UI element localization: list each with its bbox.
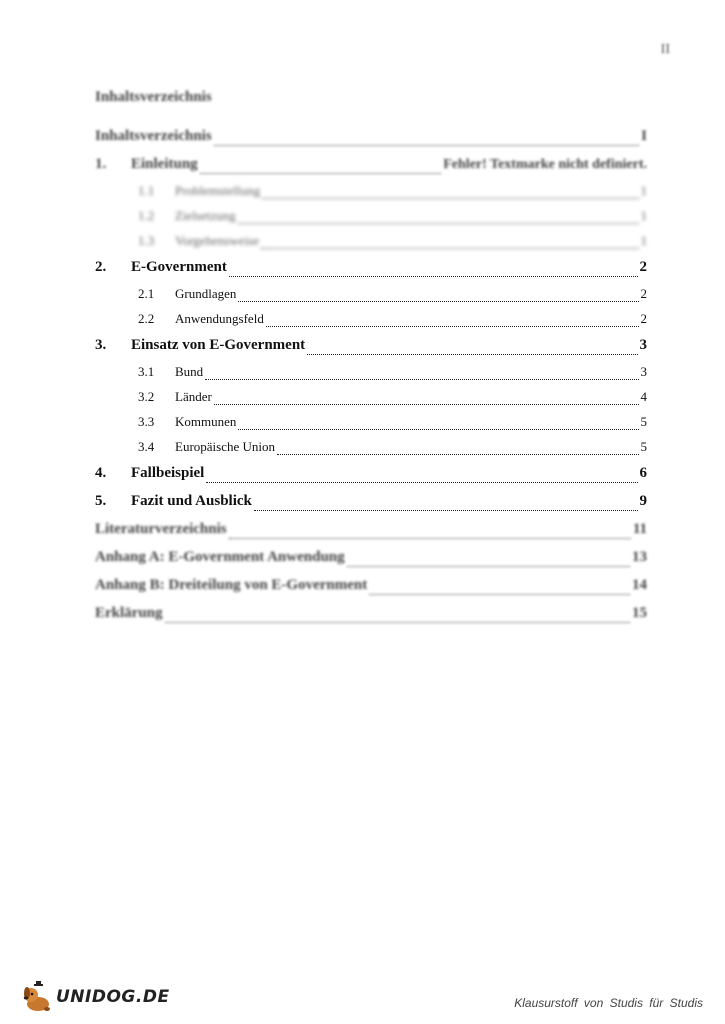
logo-text: UNIDOG.DE bbox=[56, 987, 170, 1007]
footer-tagline: Klausurstoff von Studis für Studis bbox=[514, 996, 703, 1010]
toc-entry-page: 2 bbox=[640, 286, 647, 301]
toc-entry-number: 1.2 bbox=[138, 208, 155, 223]
dot-leader bbox=[229, 538, 631, 539]
toc-entry-page: 11 bbox=[632, 521, 647, 537]
dot-leader bbox=[254, 510, 638, 511]
dot-leader bbox=[206, 482, 637, 483]
toc-entry-einleitung[interactable] bbox=[95, 150, 647, 178]
toc-entry-number: 2.2 bbox=[138, 311, 155, 326]
dot-leader bbox=[277, 454, 638, 455]
toc-entry-page: 13 bbox=[632, 549, 647, 565]
dot-leader bbox=[165, 622, 630, 623]
toc-entry-number: 3. bbox=[95, 337, 107, 353]
dot-leader bbox=[307, 354, 637, 355]
toc-entry-title: Anhang B: Dreiteilung von E-Government bbox=[95, 577, 368, 593]
toc-entry-title: Europäische Union bbox=[175, 439, 276, 454]
toc-entry-erklaerung[interactable] bbox=[95, 599, 647, 627]
toc-entry-anhang-b[interactable] bbox=[95, 571, 647, 599]
toc-entry-fazit[interactable] bbox=[95, 487, 647, 515]
toc-entry-number: 1.1 bbox=[138, 183, 155, 198]
toc-entry-page: 3 bbox=[639, 337, 647, 353]
toc-entry-eu[interactable] bbox=[95, 434, 647, 459]
dot-leader bbox=[369, 594, 630, 595]
toc-entry-kommunen[interactable] bbox=[95, 409, 647, 434]
toc-entry-number: 3.3 bbox=[138, 414, 155, 429]
toc-entry-page: 15 bbox=[632, 605, 647, 621]
toc-entry-page: 1 bbox=[640, 208, 647, 223]
toc-entry-einsatz[interactable] bbox=[95, 331, 647, 359]
dot-leader bbox=[214, 145, 639, 146]
toc-entry-title: Anhang A: E-Government Anwendung bbox=[95, 549, 345, 565]
toc-entry-number: 3.1 bbox=[138, 364, 155, 379]
toc-entry-page: 2 bbox=[640, 311, 647, 326]
toc-entry-number: 1. bbox=[95, 156, 107, 172]
table-of-contents bbox=[95, 86, 647, 627]
toc-entry-title: Zielsetzung bbox=[175, 208, 236, 223]
toc-entry-literaturverzeichnis[interactable] bbox=[95, 515, 647, 543]
dot-leader bbox=[347, 566, 630, 567]
toc-entry-title: Grundlagen bbox=[175, 286, 237, 301]
toc-entry-grundlagen[interactable] bbox=[95, 281, 647, 306]
dot-leader bbox=[262, 198, 638, 199]
toc-entry-title: Länder bbox=[175, 389, 212, 404]
toc-entry-page: 6 bbox=[639, 465, 647, 481]
dot-leader bbox=[238, 429, 638, 430]
toc-entry-title: Kommunen bbox=[175, 414, 237, 429]
toc-entry-title: Vorgehensweise bbox=[175, 233, 260, 248]
toc-entry-page: I bbox=[641, 128, 647, 144]
dot-leader bbox=[261, 248, 638, 249]
toc-entry-vorgehensweise[interactable] bbox=[95, 228, 647, 253]
toc-entry-problemstellung[interactable] bbox=[95, 178, 647, 203]
toc-entry-title: E-Government bbox=[131, 259, 227, 275]
toc-entry-title: Einleitung bbox=[131, 156, 198, 172]
toc-entry-title: Literaturverzeichnis bbox=[95, 521, 227, 537]
toc-entry-number: 2.1 bbox=[138, 286, 155, 301]
toc-entry-title: Anwendungsfeld bbox=[175, 311, 264, 326]
toc-entry-page: 2 bbox=[639, 259, 647, 275]
toc-entry-number: 5. bbox=[95, 493, 107, 509]
toc-entry-bund[interactable] bbox=[95, 359, 647, 384]
toc-entry-number: 1.3 bbox=[138, 233, 155, 248]
toc-entry-number: 3.2 bbox=[138, 389, 155, 404]
toc-entry-number: 3.4 bbox=[138, 439, 155, 454]
toc-entry-title: Einsatz von E-Government bbox=[131, 337, 306, 353]
page-number: II bbox=[660, 42, 670, 57]
toc-entry-anwendungsfeld[interactable] bbox=[95, 306, 647, 331]
toc-entry-page: 14 bbox=[632, 577, 647, 593]
dot-leader bbox=[229, 276, 638, 277]
toc-entry-number: 4. bbox=[95, 465, 107, 481]
toc-entry-inhaltsverzeichnis[interactable] bbox=[95, 122, 647, 150]
toc-entry-title: Bund bbox=[175, 364, 204, 379]
toc-entry-number: 2. bbox=[95, 259, 107, 275]
dot-leader bbox=[200, 173, 442, 174]
dot-leader bbox=[238, 301, 638, 302]
toc-entry-fallbeispiel[interactable] bbox=[95, 459, 647, 487]
dot-leader bbox=[205, 379, 638, 380]
toc-entry-title: Erklärung bbox=[95, 605, 163, 621]
toc-entry-page: 1 bbox=[640, 233, 647, 248]
toc-entry-title: Fallbeispiel bbox=[131, 465, 205, 481]
toc-heading: Inhaltsverzeichnis bbox=[95, 89, 212, 105]
toc-entry-page: 5 bbox=[640, 439, 647, 454]
toc-entry-page: Fehler! Textmarke nicht definiert. bbox=[443, 157, 647, 172]
dot-leader bbox=[266, 326, 639, 327]
toc-entry-laender[interactable] bbox=[95, 384, 647, 409]
dog-mascot-icon bbox=[20, 980, 54, 1014]
toc-entry-page: 9 bbox=[639, 493, 647, 509]
toc-entry-page: 5 bbox=[640, 414, 647, 429]
toc-entry-title: Fazit und Ausblick bbox=[131, 493, 252, 509]
toc-entry-title: Inhaltsverzeichnis bbox=[95, 128, 212, 144]
toc-entry-page: 4 bbox=[640, 389, 647, 404]
toc-entry-page: 3 bbox=[640, 364, 647, 379]
dot-leader bbox=[214, 404, 639, 405]
toc-entry-title: Problemstellung bbox=[175, 183, 261, 198]
dot-leader bbox=[238, 223, 639, 224]
toc-entry-e-government[interactable] bbox=[95, 253, 647, 281]
toc-entry-anhang-a[interactable] bbox=[95, 543, 647, 571]
toc-entry-page: 1 bbox=[640, 183, 647, 198]
unidog-logo[interactable] bbox=[20, 980, 170, 1014]
toc-entry-zielsetzung[interactable] bbox=[95, 203, 647, 228]
